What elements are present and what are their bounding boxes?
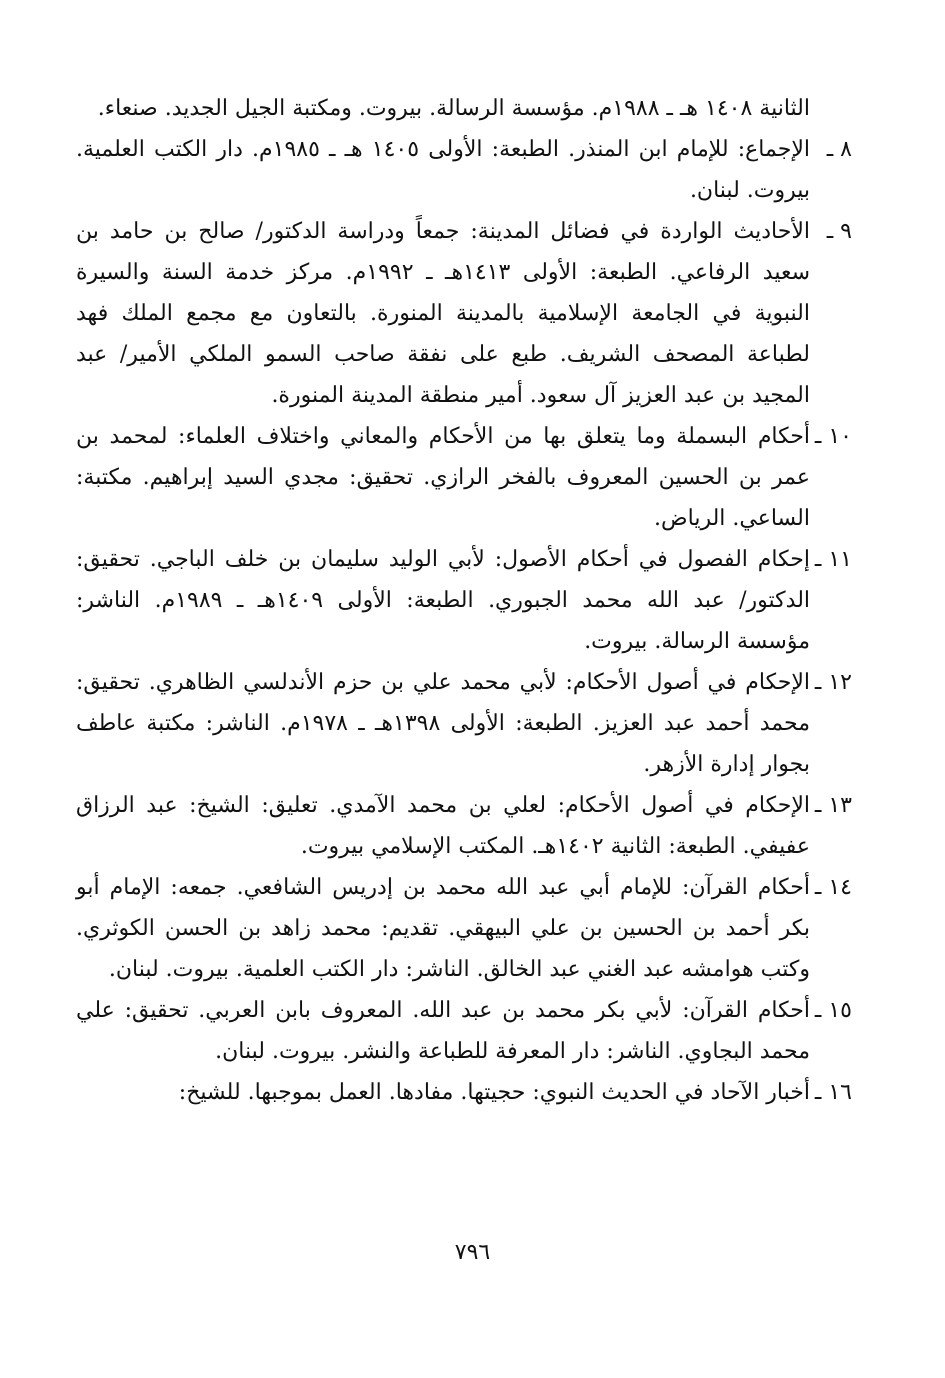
entry-text: الأحاديث الواردة في فضائل المدينة: جمعاً ودراسة الدكتور/ صالح بن حامد بن سعيد الرفاعي. الطبعة: الأولى ١٤١٣هـ ـ ١٩٩٢م. مركز خدمة السنة والسيرة النبوية في الجامعة الإسلامية بالمدينة المنورة. بالتعاون مع مجمع الملك فهد لطباعة المصحف الشريف. طبع على نفقة صاحب السمو الملكي الأمير/ عبد المجيد بن عبد العزيز آل سعود. أمير منطقة المدينة المنورة.	[76, 219, 811, 408]
bibliography-entry	[76, 88, 852, 129]
bibliography-entry	[76, 416, 852, 539]
bibliography-entry	[76, 211, 852, 416]
entry-text: أحكام القرآن: لأبي بكر محمد بن عبد الله. المعروف بابن العربي. تحقيق: علي محمد البجاوي. الناشر: دار المعرفة للطباعة والنشر. بيروت. لبنان.	[76, 998, 810, 1064]
bibliography-entry	[76, 990, 852, 1072]
entry-number: ١٥ ـ	[814, 998, 852, 1023]
bibliography-list	[76, 88, 852, 1113]
entry-number: ٨ ـ	[826, 137, 852, 162]
bibliography-entry	[76, 662, 852, 785]
entry-number: ١١ ـ	[814, 547, 852, 572]
bibliography-entry	[76, 1072, 852, 1113]
entry-text: الإحكام في أصول الأحكام: لعلي بن محمد الآمدي. تعليق: الشيخ: عبد الرزاق عفيفي. الطبعة: الثانية ١٤٠٢هـ. المكتب الإسلامي بيروت.	[76, 793, 810, 859]
entry-text: إحكام الفصول في أحكام الأصول: لأبي الوليد سليمان بن خلف الباجي. تحقيق: الدكتور/ عبد الله محمد الجبوري. الطبعة: الأولى ١٤٠٩هـ ـ ١٩٨٩م. الناشر: مؤسسة الرسالة. بيروت.	[76, 547, 811, 654]
bibliography-entry	[76, 785, 852, 867]
entry-text: أحكام القرآن: للإمام أبي عبد الله محمد بن إدريس الشافعي. جمعه: الإمام أبو بكر أحمد بن الحسين بن علي البيهقي. تقديم: محمد زاهد بن الحسن الكوثري. وكتب هوامشه عبد الغني عبد الخالق. الناشر: دار الكتب العلمية. بيروت. لبنان.	[76, 875, 810, 982]
bibliography-entry	[76, 129, 852, 211]
entry-text: الثانية ١٤٠٨ هـ ـ ١٩٨٨م. مؤسسة الرسالة. بيروت. ومكتبة الجيل الجديد. صنعاء.	[97, 96, 810, 121]
entry-text: الإجماع: للإمام ابن المنذر. الطبعة: الأولى ١٤٠٥ هـ ـ ١٩٨٥م. دار الكتب العلمية. بيروت. لبنان.	[76, 137, 810, 203]
page-number: ٧٩٦	[454, 1240, 491, 1265]
bibliography-entry	[76, 867, 852, 990]
entry-number: ٩ ـ	[826, 219, 852, 244]
entry-text: أحكام البسملة وما يتعلق بها من الأحكام والمعاني واختلاف العلماء: لمحمد بن عمر بن الحسين المعروف بالفخر الرازي. تحقيق: مجدي السيد إبراهيم. مكتبة: الساعي. الرياض.	[76, 424, 810, 531]
entry-number: ١٣ ـ	[814, 793, 852, 818]
entry-number: ١٠ ـ	[814, 424, 852, 449]
entry-number: ١٤ ـ	[814, 875, 852, 900]
bibliography-entry	[76, 539, 852, 662]
entry-text: أخبار الآحاد في الحديث النبوي: حجيتها. مفادها. العمل بموجبها. للشيخ:	[178, 1080, 810, 1105]
entry-number: ١٢ ـ	[814, 670, 852, 695]
entry-text: الإحكام في أصول الأحكام: لأبي محمد علي بن حزم الأندلسي الظاهري. تحقيق: محمد أحمد عبد العزيز. الطبعة: الأولى ١٣٩٨هـ ـ ١٩٧٨م. الناشر: مكتبة عاطف بجوار إدارة الأزهر.	[76, 670, 810, 777]
entry-number: ١٦ ـ	[814, 1080, 852, 1105]
